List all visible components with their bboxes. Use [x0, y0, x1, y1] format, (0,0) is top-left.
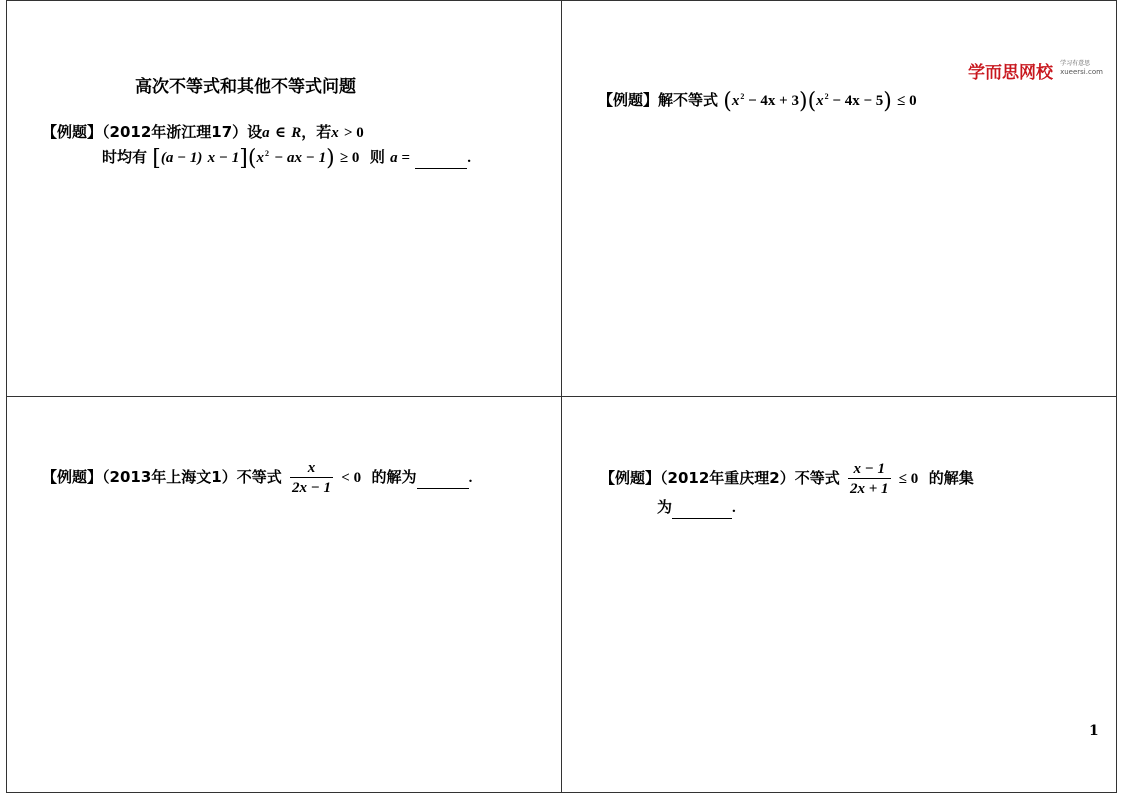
page-number: 1 [1089, 723, 1099, 739]
fraction [848, 461, 891, 497]
right-paren: ) [883, 89, 892, 114]
example-source: （2013年上海文1） [102, 468, 237, 486]
text-after: 的解集 [928, 469, 974, 487]
text-ze: 则 [369, 148, 385, 166]
var-x: x [731, 93, 740, 109]
example-label: 【例题】 [600, 469, 661, 487]
var-x: x [816, 93, 824, 109]
a-equals: a = [390, 150, 410, 166]
logo-url: xueersi.com [1060, 68, 1103, 76]
var-x: x [331, 125, 339, 141]
in-symbol: ∈ [274, 125, 286, 141]
example-text: 解不等式 [658, 91, 719, 109]
denominator: 2x − 1 [291, 480, 332, 496]
leq-zero: ≤ 0 [897, 93, 917, 109]
denominator: 2x + 1 [849, 481, 889, 497]
panel-top-left [6, 0, 562, 397]
period: . [467, 150, 471, 166]
panel-bottom-left [6, 396, 562, 793]
answer-blank [672, 500, 732, 519]
exponent: 2 [824, 92, 829, 101]
period: . [732, 500, 736, 516]
example-source: （2012年重庆理2） [660, 469, 795, 487]
gt-zero: > 0 [344, 125, 364, 141]
text-shijun: 时均有 [102, 148, 148, 166]
example-label: 【例题】 [598, 91, 659, 109]
left-paren: ( [247, 146, 257, 171]
exponent: 2 [264, 149, 269, 158]
left-paren: ( [723, 89, 732, 114]
leq-zero: ≤ 0 [898, 471, 919, 487]
right-bracket: ] [239, 146, 248, 171]
expr-mid: x − 1 [207, 150, 240, 166]
example-label: 【例题】 [42, 123, 103, 141]
fraction [290, 460, 333, 496]
text-wei: 为 [657, 498, 673, 516]
answer-blank [415, 150, 467, 169]
var-a: a [262, 125, 270, 141]
example-3-line [42, 460, 472, 496]
expr-rest-2: − 4x − 5 [828, 93, 884, 109]
example-label: 【例题】 [42, 468, 103, 486]
lt-zero: < 0 [341, 470, 362, 486]
example-4-line-1 [600, 461, 974, 497]
text-after: 的解为 [371, 468, 417, 486]
expr-rest: − ax − 1 [274, 150, 327, 166]
text-she: 设 [247, 123, 263, 141]
logo-text: 学而思网校 [968, 63, 1053, 83]
period: . [468, 470, 473, 486]
example-4-line-2 [657, 496, 736, 519]
logo-slogan: 学习有意思 [1060, 60, 1091, 67]
text-ruo: ，若 [301, 123, 332, 141]
page-title: 高次不等式和其他不等式问题 [135, 77, 356, 97]
panel-bottom-right [561, 396, 1117, 793]
set-R: R [291, 125, 302, 141]
numerator: x [290, 460, 333, 478]
expr-x2: x [256, 150, 264, 166]
right-paren: ) [326, 146, 335, 171]
geq-zero: ≥ 0 [339, 150, 360, 166]
expr-rest-1: − 4x + 3 [744, 93, 799, 109]
example-2-line [598, 89, 917, 113]
right-paren: ) [798, 89, 808, 114]
expr-inner: (a − 1) [160, 150, 203, 166]
example-1-line-1 [42, 121, 364, 142]
example-source: （2012年浙江理17） [102, 123, 248, 141]
brand-logo [968, 58, 1103, 83]
answer-blank [417, 470, 469, 489]
example-1-line-2 [102, 146, 471, 170]
exponent: 2 [740, 92, 745, 101]
left-paren: ( [807, 89, 817, 114]
example-text: 不等式 [794, 469, 840, 487]
example-text: 不等式 [236, 468, 282, 486]
left-bracket: [ [152, 146, 161, 171]
numerator: x − 1 [848, 461, 891, 479]
